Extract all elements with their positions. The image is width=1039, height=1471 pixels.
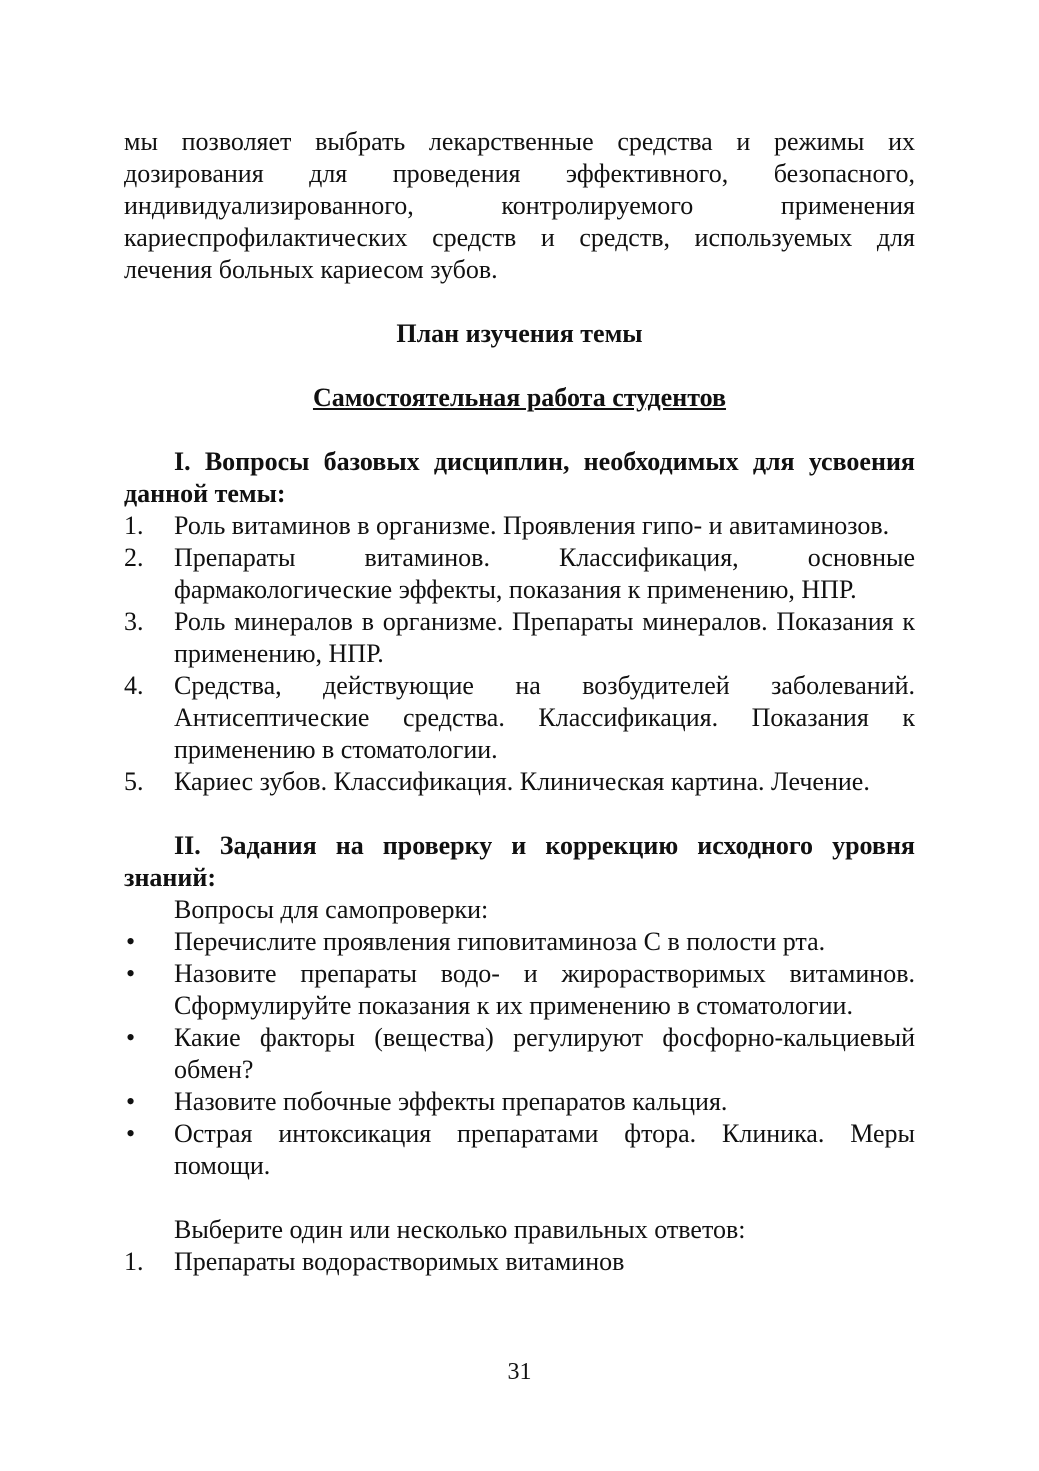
self-check-list [124, 926, 915, 1182]
list-item [124, 1246, 915, 1278]
bullet-icon: • [126, 1119, 136, 1148]
list-item [124, 670, 915, 766]
bullet-icon: • [126, 927, 136, 956]
list-item [124, 1022, 915, 1086]
list-item-text: Препараты витаминов. Классификация, основные фармакологические эффекты, показания к применению, НПР. [174, 543, 915, 604]
list-item-text: Роль минералов в организме. Препараты минералов. Показания к применению, НПР. [174, 607, 915, 668]
plan-title: План изучения темы [396, 319, 643, 348]
list-item-text: Какие факторы (вещества) регулируют фосфорно-кальциевый обмен? [174, 1023, 915, 1084]
list-item-text: Перечислите проявления гиповитаминоза С в полости рта. [174, 927, 826, 956]
list-item-text: Назовите препараты водо- и жирорастворимых витаминов. Сформулируйте показания к их применению в стоматологии. [174, 959, 915, 1020]
list-item [124, 1118, 915, 1182]
section1-list [124, 510, 915, 798]
list-item [124, 958, 915, 1022]
list-number: 5. [124, 767, 144, 796]
list-item [124, 766, 915, 798]
bullet-icon: • [126, 959, 136, 988]
list-item-text: Средства, действующие на возбудителей заболеваний. Антисептические средства. Классификация. Показания к применению в стоматологии. [174, 671, 915, 764]
list-item-text: Острая интоксикация препаратами фтора. Клиника. Меры помощи. [174, 1119, 915, 1180]
self-check-label: Вопросы для самопроверки: [174, 895, 489, 924]
list-item [124, 510, 915, 542]
list-item [124, 606, 915, 670]
list-item-text: Назовите побочные эффекты препаратов кальция. [174, 1087, 728, 1116]
list-number: 3. [124, 607, 144, 636]
list-number: 4. [124, 671, 144, 700]
list-number: 2. [124, 543, 144, 572]
list-number: 1. [124, 511, 144, 540]
intro-paragraph: мы позволяет выбрать лекарственные средства и режимы их дозирования для проведения эффективного, безопасного, индивидуализированного, контролируемого применения кариеспрофилактических средств и средств, используемых для лечения больных кариесом зубов. [124, 127, 915, 284]
bullet-icon: • [126, 1023, 136, 1052]
list-item [124, 542, 915, 606]
page-number: 31 [507, 1359, 532, 1385]
list-item [124, 1086, 915, 1118]
list-item-text: Препараты водорастворимых витаминов [174, 1247, 625, 1276]
bullet-icon: • [126, 1087, 136, 1116]
list-item [124, 926, 915, 958]
page-content [124, 126, 915, 1278]
list-item-text: Роль витаминов в организме. Проявления гипо- и авитаминозов. [174, 511, 890, 540]
section1-heading: I. Вопросы базовых дисциплин, необходимых для усвоения данной темы: [124, 447, 915, 508]
independent-work-title: Самостоятельная работа студентов [312, 383, 727, 412]
section2-heading: II. Задания на проверку и коррекцию исходного уровня знаний: [124, 831, 915, 892]
list-item-text: Кариес зубов. Классификация. Клиническая картина. Лечение. [174, 767, 870, 796]
list-number: 1. [124, 1247, 144, 1276]
test-list [124, 1246, 915, 1278]
choose-label: Выберите один или несколько правильных ответов: [174, 1215, 746, 1244]
